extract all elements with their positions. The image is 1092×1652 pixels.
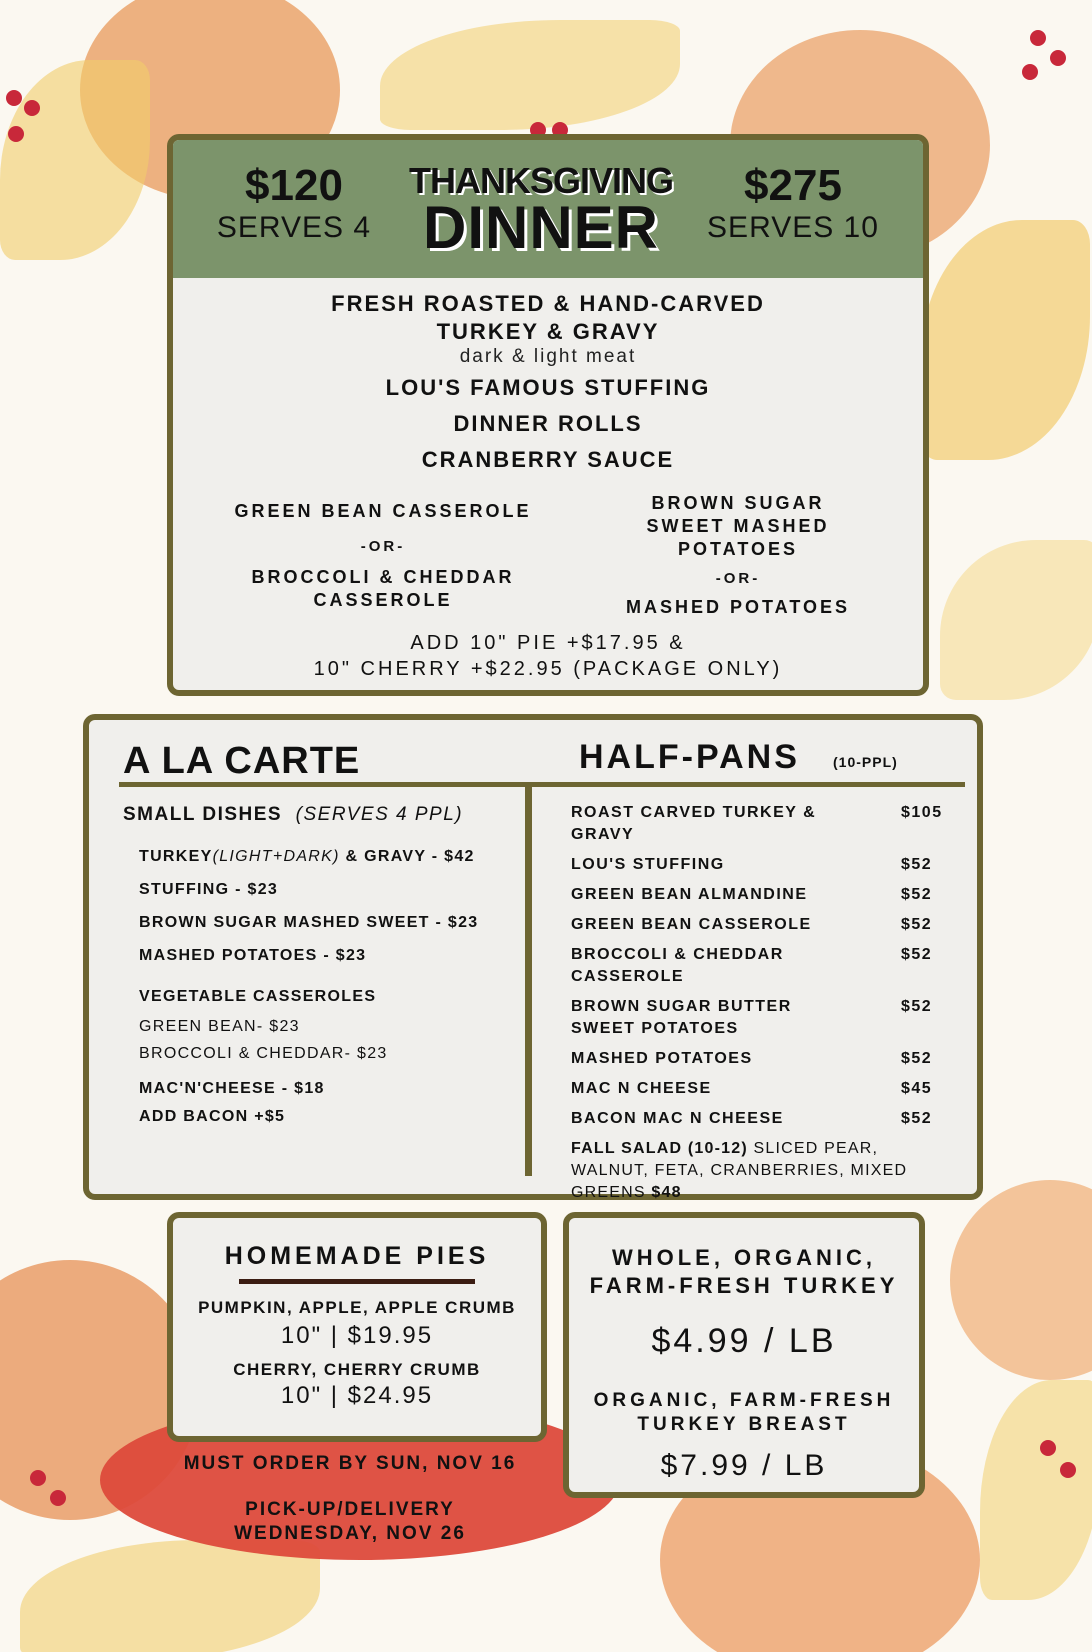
small-dishes-list (123, 804, 519, 1131)
turkey-breast-line2: TURKEY BREAST (637, 1414, 851, 1435)
berry-decoration (24, 100, 40, 116)
small-dish-turkey (139, 840, 519, 873)
small-dishes-label: SMALL DISHES (123, 804, 283, 825)
dinner-item-cranberry: CRANBERRY SAUCE (421, 447, 675, 472)
vegetable-casseroles-heading: VEGETABLE CASSEROLES (139, 988, 377, 1005)
list-item: ROAST CARVED TURKEY & GRAVY $105 (571, 804, 943, 843)
dinner-title (391, 160, 691, 261)
a-la-carte-title: A LA CARTE (123, 740, 361, 782)
list-item: GREEN BEAN ALMANDINE $52 (571, 886, 933, 903)
small-dishes-heading (123, 804, 519, 826)
price-amount: $275 (744, 161, 842, 210)
pumpkin-decoration (950, 1180, 1092, 1380)
leaf-decoration (380, 20, 680, 130)
list-item: LOU'S STUFFING $52 (571, 856, 933, 873)
turkey-title (569, 1244, 919, 1300)
half-pans-note: (10-PPL) (833, 754, 898, 770)
option-sweet-line1: BROWN SUGAR (651, 493, 825, 513)
turkey-breast-price: $7.99 / LB (660, 1449, 828, 1482)
leaf-decoration (20, 1540, 320, 1652)
list-item: MAC N CHEESE $45 (571, 1080, 933, 1097)
berry-decoration (8, 126, 24, 142)
small-dish-mac: MAC'N'CHEESE - $18 (139, 1080, 325, 1097)
berry-decoration (1022, 64, 1038, 80)
fall-salad (571, 1138, 951, 1204)
turkey-title-line1: WHOLE, ORGANIC, (611, 1245, 877, 1270)
dinner-item-stuffing: LOU'S FAMOUS STUFFING (385, 375, 711, 400)
option-broccoli (193, 566, 573, 612)
salad-label: FALL SALAD (10-12) (571, 1140, 748, 1157)
berry-decoration (6, 90, 22, 106)
option-broccoli-line2: CASSEROLE (313, 590, 453, 610)
order-deadline: MUST ORDER BY SUN, NOV 16 (183, 1453, 517, 1474)
pies-line2: CHERRY, CHERRY CRUMB (233, 1360, 481, 1379)
list-item: MASHED POTATOES $52 (571, 1050, 933, 1067)
berry-decoration (1060, 1462, 1076, 1478)
salad-desc: SLICED PEAR, WALNUT, FETA, CRANBERRIES, MIXED GREENS (571, 1140, 908, 1201)
dinner-item-turkey-sub: dark & light meat (459, 346, 637, 367)
pie-addon-line1: ADD 10" PIE +$17.95 & (410, 632, 686, 654)
list-item: BACON MAC N CHEESE $52 (571, 1110, 933, 1127)
turkey-label: TURKEY (139, 848, 213, 865)
leaf-decoration (980, 1380, 1092, 1600)
small-dish-stuffing: STUFFING - $23 (139, 881, 279, 898)
turkey-title-line2: FARM-FRESH TURKEY (589, 1273, 899, 1298)
half-pans-list (571, 802, 951, 1204)
option-green-bean: GREEN BEAN CASSEROLE (234, 501, 532, 521)
option-mashed-potatoes: MASHED POTATOES (625, 597, 850, 617)
dinner-body (173, 278, 923, 690)
salad-price: $48 (651, 1184, 682, 1201)
list-item: BROWN SUGAR BUTTER SWEET POTATOES $52 (571, 998, 933, 1037)
list-item: BROCCOLI & CHEDDAR CASSEROLE $52 (571, 946, 933, 985)
option-sweet-line2: SWEET MASHED (646, 516, 830, 536)
small-dish-bacon: ADD BACON +$5 (139, 1108, 286, 1125)
option-sweet-line3: POTATOES (677, 539, 798, 559)
leaf-decoration (920, 220, 1090, 460)
pies-divider (239, 1279, 475, 1284)
small-dish-broccoli: BROCCOLI & CHEDDAR- $23 (139, 1045, 388, 1062)
small-dish-mashed: MASHED POTATOES - $23 (139, 947, 367, 964)
pickup-line2: WEDNESDAY, NOV 26 (234, 1523, 466, 1544)
option-broccoli-line1: BROCCOLI & CHEDDAR (251, 567, 515, 587)
turkey-breast-title (569, 1389, 919, 1437)
berry-decoration (1050, 50, 1066, 66)
homemade-pies-panel (167, 1212, 547, 1442)
whole-turkey-panel (563, 1212, 925, 1498)
pies-line1: PUMPKIN, APPLE, APPLE CRUMB (198, 1298, 516, 1317)
half-pans-title: HALF-PANS (579, 738, 800, 776)
pie-addon-line2: 10" CHERRY +$22.95 (PACKAGE ONLY) (313, 658, 783, 680)
pickup-label (150, 1498, 550, 1546)
small-dish-brown-sugar: BROWN SUGAR MASHED SWEET - $23 (139, 914, 479, 931)
berry-decoration (1030, 30, 1046, 46)
option-sweet-potatoes (573, 492, 903, 561)
price-amount: $120 (245, 161, 343, 210)
pies-price1: 10" | $19.95 (280, 1322, 434, 1349)
dinner-item-turkey-line1: FRESH ROASTED & HAND-CARVED (331, 291, 765, 316)
header-divider (119, 782, 965, 787)
dinner-header (173, 140, 923, 278)
dinner-item-rolls: DINNER ROLLS (453, 411, 643, 436)
dinner-item-turkey-line2: TURKEY & GRAVY (436, 319, 660, 344)
berry-decoration (30, 1470, 46, 1486)
berry-decoration (50, 1490, 66, 1506)
a-la-carte-panel (83, 714, 983, 1200)
serves-label: SERVES 4 (216, 211, 372, 244)
thanksgiving-dinner-panel (167, 134, 929, 696)
title-dinner: DINNER (422, 194, 659, 261)
list-item: GREEN BEAN CASSEROLE $52 (571, 916, 933, 933)
leaf-decoration (0, 60, 150, 260)
turkey-breast-line1: ORGANIC, FARM-FRESH (593, 1390, 895, 1411)
pickup-line1: PICK-UP/DELIVERY (245, 1499, 455, 1520)
leaf-decoration (940, 540, 1092, 700)
pies-title: HOMEMADE PIES (224, 1242, 490, 1270)
price-serves-10 (703, 162, 883, 246)
small-dish-green-bean: GREEN BEAN- $23 (139, 1018, 300, 1035)
title-thanksgiving: THANKSGIVING (408, 160, 673, 201)
serves-label: SERVES 10 (707, 211, 879, 244)
price-serves-4 (209, 162, 379, 246)
turkey-note: (LIGHT+DARK) (212, 848, 340, 865)
berry-decoration (1040, 1440, 1056, 1456)
option-or-right: -OR- (715, 570, 761, 587)
turkey-price: & GRAVY - $42 (339, 848, 475, 865)
pie-addon (173, 630, 923, 682)
column-divider (525, 784, 532, 1176)
turkey-price: $4.99 / LB (651, 1322, 837, 1360)
option-or-left: -OR- (360, 538, 406, 555)
small-dishes-note: (SERVES 4 PPL) (295, 804, 464, 825)
pies-price2: 10" | $24.95 (280, 1382, 434, 1409)
